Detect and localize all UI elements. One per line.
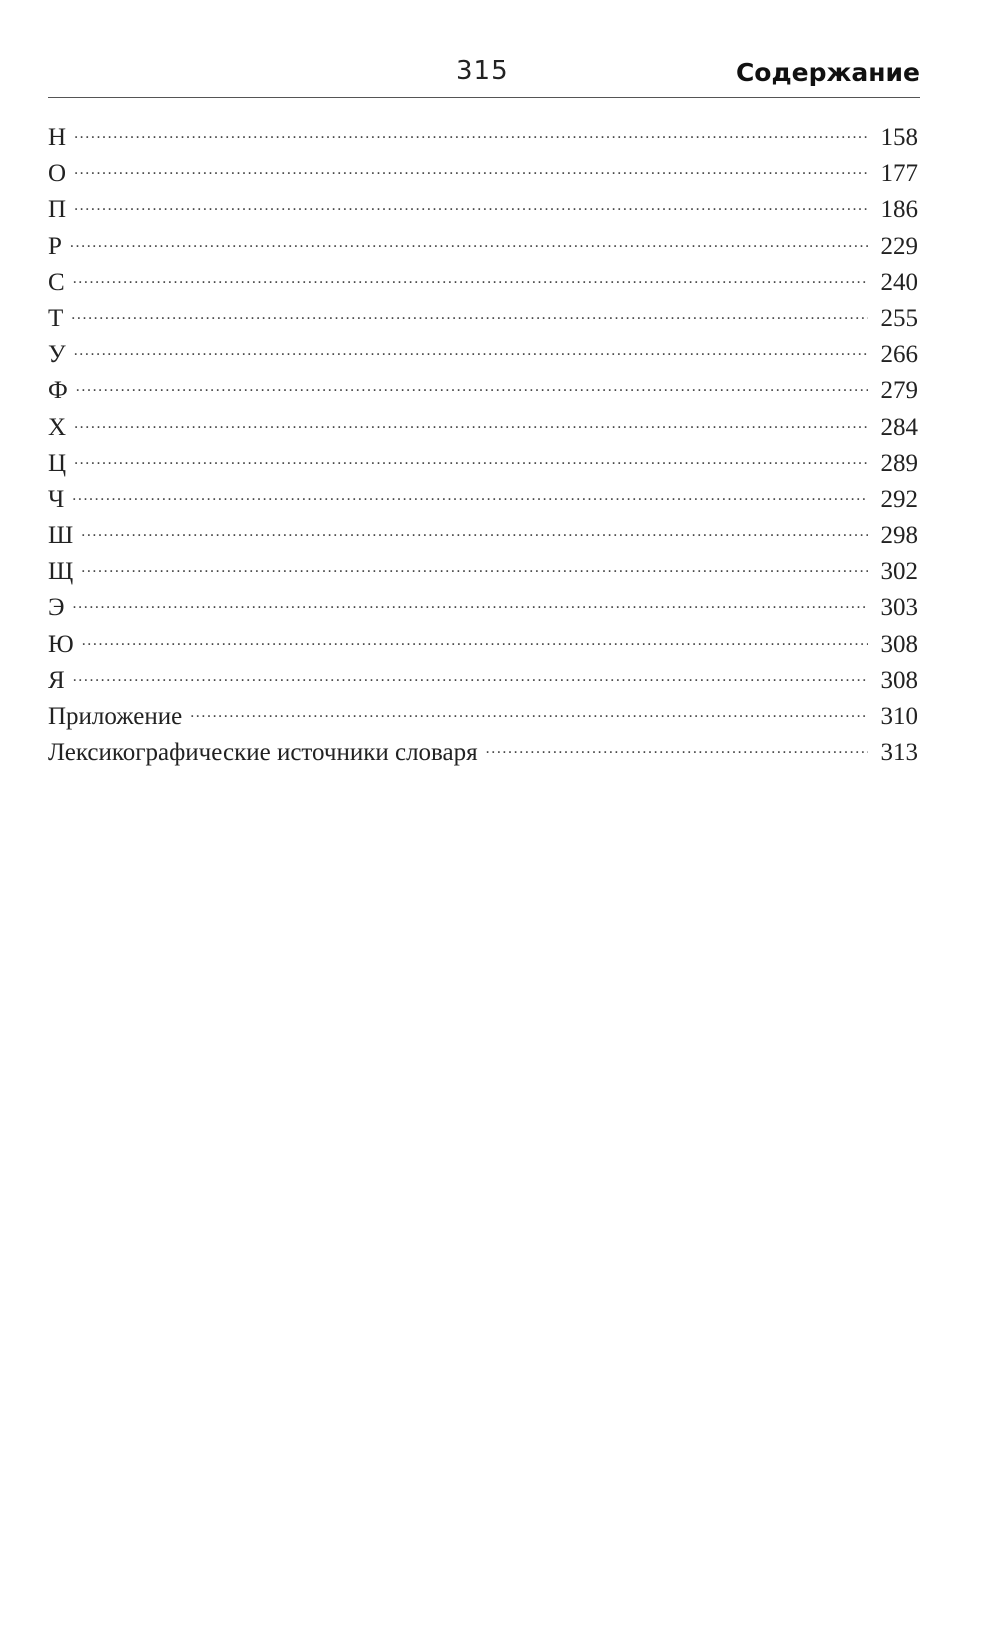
toc-leader-dots bbox=[486, 735, 868, 760]
toc-entry bbox=[48, 482, 918, 518]
toc-entry-label: Щ bbox=[48, 558, 74, 586]
toc-entry-page: 255 bbox=[880, 304, 918, 332]
running-title: Содержание bbox=[735, 58, 920, 87]
toc-leader-dots bbox=[74, 446, 868, 471]
toc-entry bbox=[48, 192, 918, 228]
toc-entry bbox=[48, 156, 918, 192]
toc-leader-dots bbox=[74, 120, 868, 145]
toc-entry bbox=[48, 301, 918, 337]
toc-entry-page: 289 bbox=[880, 449, 918, 477]
toc-entry bbox=[48, 373, 918, 409]
toc-entry-page: 313 bbox=[880, 739, 918, 767]
toc-leader-dots bbox=[81, 518, 868, 543]
toc-entry bbox=[48, 590, 918, 626]
table-of-contents bbox=[48, 120, 918, 771]
toc-entry-label: Лексикографические источники словаря bbox=[48, 739, 478, 767]
toc-entry-page: 177 bbox=[880, 160, 918, 188]
toc-entry-label: У bbox=[48, 341, 66, 369]
toc-entry-page: 186 bbox=[880, 196, 918, 224]
toc-entry bbox=[48, 265, 918, 301]
toc-entry-page: 292 bbox=[880, 485, 918, 513]
toc-entry-label: Н bbox=[48, 124, 67, 151]
toc-entry bbox=[48, 229, 918, 265]
toc-entry-label: Я bbox=[48, 666, 65, 694]
toc-entry-label: Ш bbox=[48, 522, 74, 550]
toc-entry-page: 229 bbox=[880, 232, 918, 260]
toc-leader-dots bbox=[74, 410, 868, 435]
toc-leader-dots bbox=[70, 229, 868, 254]
toc-entry-label: Р bbox=[48, 232, 62, 260]
toc-entry-page: 310 bbox=[880, 703, 918, 730]
toc-entry-label: П bbox=[48, 196, 67, 224]
toc-entry bbox=[48, 120, 918, 156]
toc-entry-page: 158 bbox=[880, 124, 918, 151]
toc-entry bbox=[48, 518, 918, 554]
toc-entry-page: 279 bbox=[880, 377, 918, 405]
toc-entry bbox=[48, 699, 918, 735]
toc-entry-page: 308 bbox=[880, 630, 918, 658]
toc-entry bbox=[48, 663, 918, 699]
toc-entry-label: С bbox=[48, 268, 65, 296]
toc-leader-dots bbox=[81, 554, 868, 579]
toc-entry-label: Приложение bbox=[48, 703, 183, 730]
toc-leader-dots bbox=[190, 699, 868, 724]
toc-entry bbox=[48, 446, 918, 482]
toc-entry-label: Э bbox=[48, 594, 65, 622]
toc-leader-dots bbox=[71, 301, 868, 326]
page-header bbox=[48, 52, 920, 100]
toc-leader-dots bbox=[82, 627, 868, 652]
toc-leader-dots bbox=[73, 265, 868, 290]
toc-entry-label: Х bbox=[48, 413, 67, 441]
toc-leader-dots bbox=[74, 156, 868, 181]
toc-entry-page: 298 bbox=[880, 522, 918, 550]
toc-entry-page: 240 bbox=[880, 268, 918, 296]
toc-leader-dots bbox=[73, 590, 868, 615]
toc-entry-label: Ф bbox=[48, 377, 68, 405]
toc-leader-dots bbox=[76, 373, 868, 398]
toc-entry-label: Ч bbox=[48, 485, 65, 513]
toc-entry-label: Т bbox=[48, 304, 64, 332]
toc-entry-page: 266 bbox=[880, 341, 918, 369]
toc-entry-page: 308 bbox=[880, 666, 918, 694]
toc-entry-label: Ю bbox=[48, 630, 74, 658]
toc-leader-dots bbox=[74, 337, 868, 362]
toc-entry-page: 302 bbox=[880, 558, 918, 586]
toc-leader-dots bbox=[73, 663, 868, 688]
toc-entry bbox=[48, 735, 918, 771]
toc-entry-page: 303 bbox=[880, 594, 918, 622]
toc-entry-label: О bbox=[48, 160, 67, 188]
toc-leader-dots bbox=[72, 482, 868, 507]
toc-entry bbox=[48, 410, 918, 446]
header-rule bbox=[48, 97, 920, 98]
toc-entry-page: 284 bbox=[880, 413, 918, 441]
toc-leader-dots bbox=[74, 192, 868, 217]
toc-entry-label: Ц bbox=[48, 449, 67, 477]
toc-entry bbox=[48, 627, 918, 663]
page-number: 315 bbox=[456, 56, 509, 86]
toc-entry bbox=[48, 337, 918, 373]
toc-entry bbox=[48, 554, 918, 590]
